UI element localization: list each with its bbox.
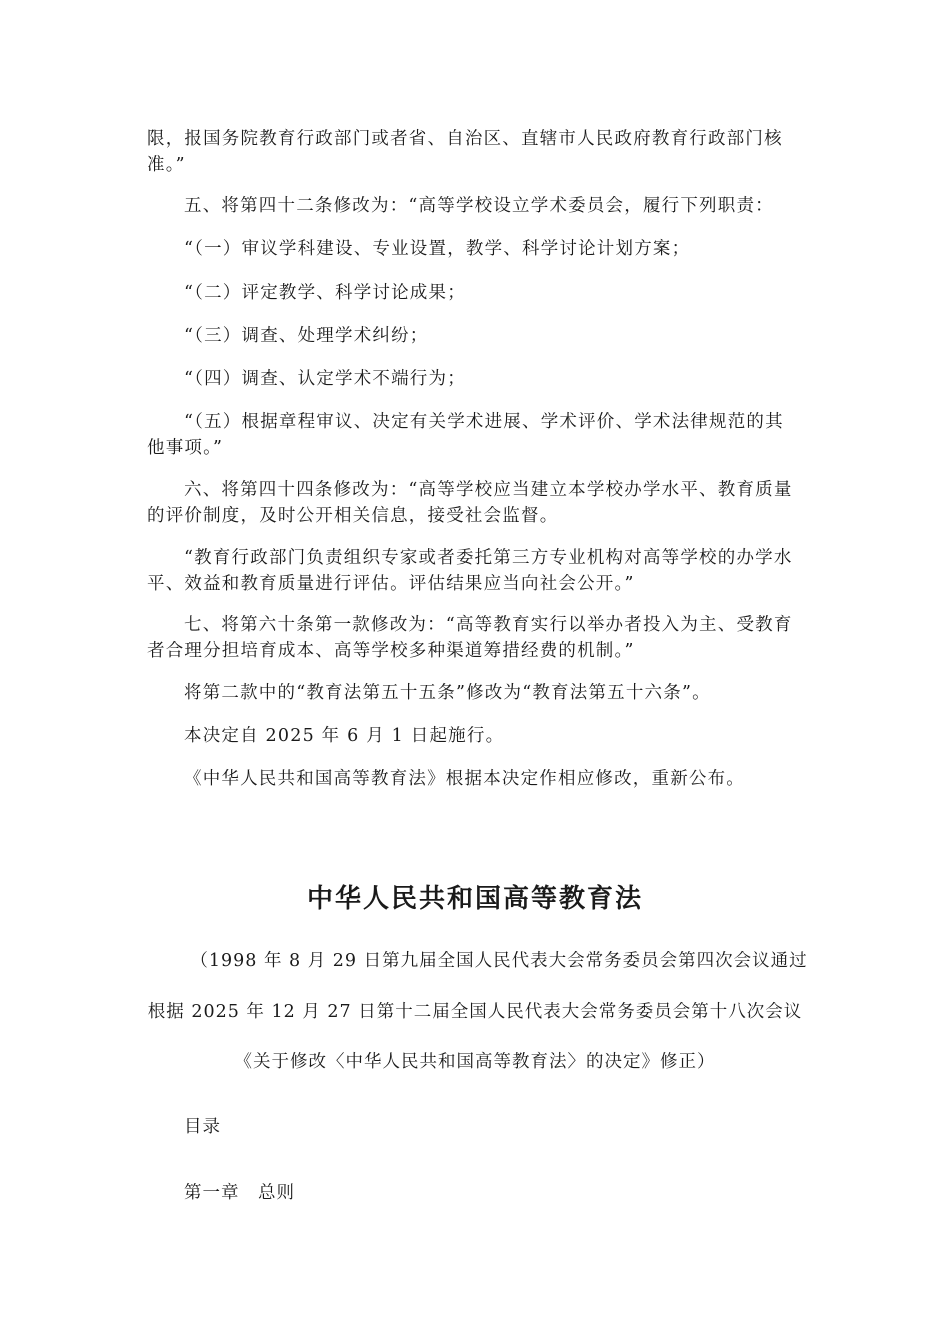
duty-item-5: “（五）根据章程审议、决定有关学术进展、学术评价、学术法律规范的其他事项。”: [147, 412, 784, 458]
amendment-item-5: 五、将第四十二条修改为：“高等学校设立学术委员会，履行下列职责：: [184, 196, 774, 216]
law-note-line-2: 根据 2025 年 12 月 27 日第十二届全国人民代表大会常务委员会第十八次会议: [147, 1002, 803, 1022]
toc-chapter-1[interactable]: 第一章 总则: [184, 1183, 295, 1203]
amendment-item-6: 六、将第四十四条修改为：“高等学校应当建立本学校办学水平、教育质量的评价制度，及时公开相关信息，接受社会监督。: [147, 480, 793, 526]
duty-item-2: “（二）评定教学、科学讨论成果；: [184, 283, 466, 303]
amendment-paragraph-continuation: 限，报国务院教育行政部门或者省、自治区、直辖市人民政府教育行政部门核准。”: [147, 129, 783, 175]
duty-item-1: “（一）审议学科建设、专业设置，教学、科学讨论计划方案；: [184, 239, 691, 259]
law-note-line-1: （1998 年 8 月 29 日第九届全国人民代表大会常务委员会第四次会议通过: [190, 951, 808, 971]
toc-heading: 目录: [184, 1117, 221, 1137]
amendment-item-6-paragraph-2: “教育行政部门负责组织专家或者委托第三方专业机构对高等学校的办学水平、效益和教育质量进行评估。评估结果应当向社会公开。”: [147, 548, 793, 594]
effective-date: 本决定自 2025 年 6 月 1 日起施行。: [184, 726, 505, 746]
amendment-item-7: 七、将第六十条第一款修改为：“高等教育实行以举办者投入为主、受教育者合理分担培育成本、高等学校多种渠道筹措经费的机制。”: [147, 615, 793, 661]
law-title: 中华人民共和国高等教育法: [306, 884, 643, 914]
duty-item-4: “（四）调查、认定学术不端行为；: [184, 369, 466, 389]
duty-item-3: “（三）调查、处理学术纠纷；: [184, 326, 429, 346]
law-note-line-3: 《关于修改〈中华人民共和国高等教育法〉的决定》修正）: [234, 1052, 716, 1072]
amendment-item-7-paragraph-2: 将第二款中的“教育法第五十五条”修改为“教育法第五十六条”。: [184, 683, 711, 703]
republication-note: 《中华人民共和国高等教育法》根据本决定作相应修改，重新公布。: [184, 769, 745, 789]
